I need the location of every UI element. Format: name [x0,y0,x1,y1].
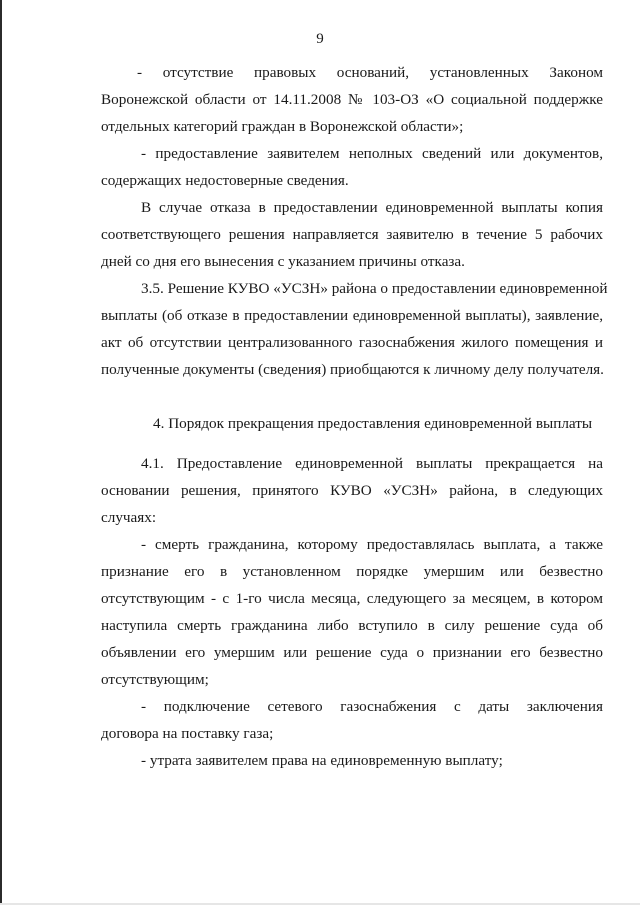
text-line: акт об отсутствии централизованного газоснабжения жилого помещения и [101,334,603,351]
text-line: случаях: [101,509,157,526]
text-line: полученные документы (сведения) приобщаются к личному делу получателя. [101,361,604,378]
text-line: отсутствующим - с 1-го числа месяца, следующего за месяцем, в котором [101,590,603,607]
page-number: 9 [316,31,324,47]
section-heading: 4. Порядок прекращения предоставления единовременной выплаты [153,415,593,432]
text-line: отсутствующим; [101,671,209,688]
text-line: 3.5. Решение КУВО «УСЗН» района о предоставлении единовременной [141,280,608,297]
text-line: признание его в установленном порядке умершим или безвестно [101,563,603,580]
text-line: дней со дня его вынесения с указанием причины отказа. [101,253,465,270]
list-item-line: - утрата заявителем права на единовременную выплату; [141,752,503,769]
list-item-line: - смерть гражданина, которому предоставлялась выплата, а также [141,536,603,553]
text-line: - отсутствие правовых оснований, установленных Законом [137,64,603,81]
text-line: 4.1. Предоставление единовременной выплаты прекращается на [141,455,603,472]
text-line: - предоставление заявителем неполных сведений или документов, [141,145,603,162]
text-line: содержащих недостоверные сведения. [101,172,349,189]
text-line: соответствующего решения направляется заявителю в течение 5 рабочих [101,226,603,243]
text-line: Воронежской области от 14.11.2008 № 103-ОЗ «О социальной поддержке [101,91,603,108]
text-line: объявлении его умершим или решение суда о признании его безвестно [101,644,603,661]
scan-edge-shadow [0,0,2,905]
text-line: наступила смерть гражданина либо вступило в силу решение суда об [101,617,603,634]
text-line: отдельных категорий граждан в Воронежской области»; [101,118,464,135]
text-line: выплаты (об отказе в предоставлении единовременной выплаты), заявление, [101,307,603,324]
text-line: В случае отказа в предоставлении единовременной выплаты копия [141,199,603,216]
text-line: основании решения, принятого КУВО «УСЗН» района, в следующих [101,482,603,499]
text-line: договора на поставку газа; [101,725,274,742]
list-item-line: - подключение сетевого газоснабжения с даты заключения [141,698,603,715]
